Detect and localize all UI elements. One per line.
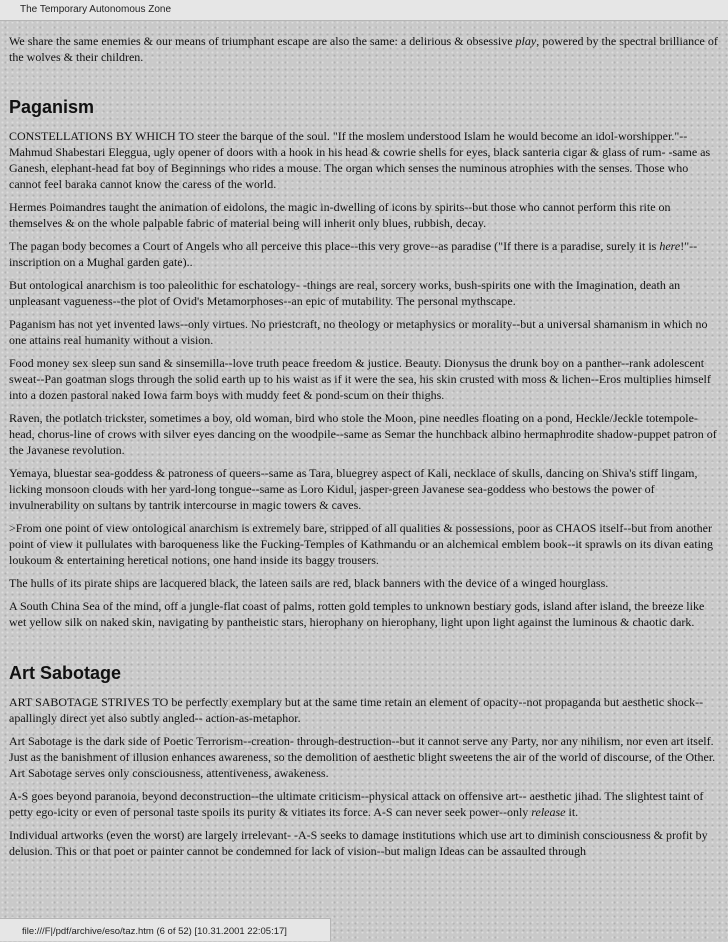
page-footer-url: file:///F|/pdf/archive/eso/taz.htm (6 of 52) [10.31.2001 22:05:17] xyxy=(22,926,287,937)
paganism-paragraph-1: CONSTELLATIONS BY WHICH TO steer the barque of the soul. "If the moslem understood Islam he would become an idol-worshipper."--Mahmud Shabestari Eleggua, ugly opener of doors with a hook in his head & cowrie shells for eyes, black santeria cigar & glass of rum- -same as Ganesh, elephant-head fat boy of Beginnings who rides a mouse. The organ which senses the numinous atrophies with the senses. Those who cannot feel baraka cannot know the caress of the world. xyxy=(9,129,711,191)
emphasis-here: here xyxy=(659,239,681,253)
emphasis-play: play xyxy=(515,34,537,48)
paganism-paragraph-10: The hulls of its pirate ships are lacquered black, the lateen sails are red, black banners with the device of a winged hourglass. xyxy=(9,576,609,590)
paganism-paragraph-6: Food money sex sleep sun sand & sinsemilla--love truth peace freedom & justice. Beauty. Dionysus the drunk boy on a panther--rank adolescent sweat--Pan goatman slogs through the solid earth up to his waist as if it were the sea, his skin crusted with moss & lichen--Eros multiplies himself into a dozen pastoral naked Iowa farm boys with muddy feet & pond-scum on their thighs. xyxy=(9,356,711,402)
browser-print-footer xyxy=(0,918,331,941)
section-heading-art-sabotage: Art Sabotage xyxy=(9,663,122,683)
paganism-paragraph-7: Raven, the potlatch trickster, sometimes a boy, old woman, bird who stole the Moon, pine needles floating on a pond, Heckle/Jeckle totempole-head, chorus-line of crows with silver eyes dancing on the woodpile--same as Semar the hunchback albino hermaphrodite shadow-puppet patron of the Javanese revolution. xyxy=(9,411,717,457)
section-heading-paganism: Paganism xyxy=(9,97,95,117)
art-sabotage-paragraph-2: Art Sabotage is the dark side of Poetic Terrorism--creation- through-destruction--but it cannot serve any Party, nor any nihilism, nor even art itself. Just as the banishment of illusion enhances awareness, so the demolition of aesthetic blight sweetens the air of the world of discourse, of the Other. Art Sabotage serves only consciousness, attentiveness, awakeness. xyxy=(9,734,716,780)
art-sabotage-paragraph-4: Individual artworks (even the worst) are largely irrelevant- -A-S seeks to damage institutions which use art to diminish consciousness & profit by delusion. This or that poet or painter cannot be condemned for lack of vision--but malign Ideas can be assaulted through xyxy=(9,828,708,858)
document-body xyxy=(9,33,721,866)
art-sabotage-paragraph-1: ART SABOTAGE STRIVES TO be perfectly exemplary but at the same time retain an element of opacity--not propaganda but aesthetic shock--apallingly direct yet also subtly angled-- action-as-metaphor. xyxy=(9,695,704,725)
paganism-paragraph-3: The pagan body becomes a Court of Angels who all perceive this place--this very grove--as paradise ("If there is a paradise, surely it is here!"--inscription on a Mughal garden gate).. xyxy=(9,239,698,269)
paganism-paragraph-11: A South China Sea of the mind, off a jungle-flat coast of palms, rotten gold temples to unknown bestiary gods, island after island, the breeze like wet yellow silk on naked skin, navigating by pantheistic stars, hierophany on hierophany, light upon light against the luminous & chaotic dark. xyxy=(9,599,705,629)
paganism-paragraph-5: Paganism has not yet invented laws--only virtues. No priestcraft, no theology or metaphysics or morality--but a universal shamanism in which no one attains real humanity without a vision. xyxy=(9,317,708,347)
page-header-title: The Temporary Autonomous Zone xyxy=(20,4,172,15)
paganism-paragraph-2: Hermes Poimandres taught the animation of eidolons, the magic in-dwelling of icons by spirits--but those who cannot perform this rite on themselves & on the whole palpable fabric of material being will inherit only blues, rubbish, decay. xyxy=(9,200,671,230)
paganism-paragraph-8: Yemaya, bluestar sea-goddess & patroness of queers--same as Tara, bluegrey aspect of Kali, necklace of skulls, dancing on Shiva's stiff lingam, licking monsoon clouds with her yard-long tongue--same as Loro Kidul, jasper-green Javanese sea-goddess who bestows the power of invulnerability on sultans by tantrik intercourse in magic towers & caves. xyxy=(9,466,698,512)
paganism-paragraph-9: >From one point of view ontological anarchism is extremely bare, stripped of all qualities & possessions, poor as CHAOS itself--but from another point of view it pullulates with baroqueness like the Fucking-Temples of Kathmandu or an alchemical emblem book--it sprawls on its divan eating loukoum & entertaining heretical notions, one hand inside its baggy trousers. xyxy=(9,521,713,567)
emphasis-release: release xyxy=(531,805,566,819)
browser-print-header xyxy=(0,0,728,21)
intro-paragraph: We share the same enemies & our means of triumphant escape are also the same: a delirious & obsessive play, powered by the spectral brilliance of the wolves & their children. xyxy=(9,34,718,64)
paganism-paragraph-4: But ontological anarchism is too paleolithic for eschatology- -things are real, sorcery works, bush-spirits one with the Imagination, death an unpleasant vagueness--the plot of Ovid's Metamorphoses--an epic of mutability. The personal mythscape. xyxy=(9,278,681,308)
art-sabotage-paragraph-3: A-S goes beyond paranoia, beyond deconstruction--the ultimate criticism--physical attack on offensive art-- aesthetic jihad. The slightest taint of petty ego-icity or even of personal taste spoils its purity & vitiates its force. A-S can never seek power--only release it. xyxy=(9,789,704,819)
